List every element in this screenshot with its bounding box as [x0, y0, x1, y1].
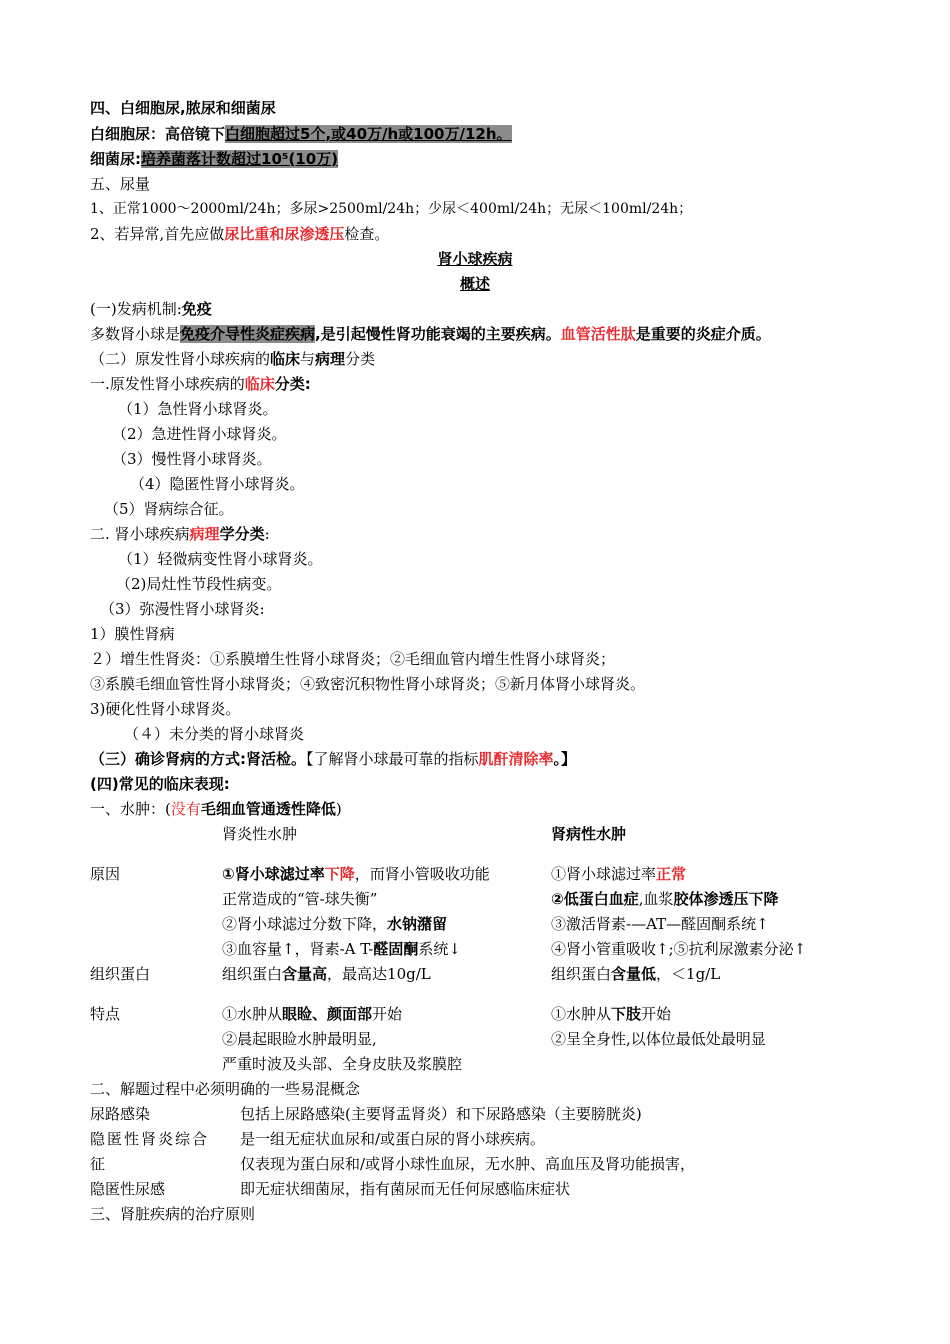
cause-left-1	[222, 864, 490, 884]
list-item: ２）增生性肾炎：①系膜增生性肾小球肾炎；②毛细血管内增生性肾小球肾炎；	[90, 650, 616, 668]
feature-right-2: ②呈全身性,以体位最低处最明显	[551, 1030, 766, 1048]
cause-right-4: ④肾小管重吸收↑;⑤抗利尿激素分泌↑	[551, 940, 807, 958]
protein-left-a: 组织蛋白	[222, 965, 283, 983]
edema-d: )	[335, 800, 342, 818]
cause-right-2a: ②低蛋白血症	[551, 890, 639, 908]
s2-path-d: :	[264, 525, 270, 543]
s1-body-e: 是重要的炎症介质。	[635, 325, 771, 343]
s1-body-d: 血管活性肽	[560, 325, 636, 343]
list-item: （４）未分类的肾小球肾炎	[124, 725, 305, 743]
uti-text: 包括上尿路感染(主要肾盂肾炎）和下尿路感染（主要膀胱炎)	[240, 1105, 642, 1123]
cause-left-3a: ②肾小球滤过分数下降，	[222, 915, 388, 933]
treatment-title: 三、肾脏疾病的治疗原则	[90, 1205, 256, 1223]
list-item: （1）急性肾小球肾炎。	[118, 400, 278, 418]
concepts-title: 二、解题过程中必须明确的一些易混概念	[90, 1080, 361, 1098]
s3-c: 肌酐清除率	[478, 750, 554, 768]
cause-right-2b: ,血浆	[638, 890, 674, 908]
s2-title-d: 病理	[315, 350, 346, 368]
feature-left-1a: ①水肿从	[222, 1005, 283, 1023]
s2-path-c: 学分类	[219, 525, 265, 543]
s3-line	[90, 749, 576, 769]
wbc-criteria: 白细胞超过5个,或40万/h或100万/12h。	[225, 125, 512, 143]
s4-title: (四)常见的临床表现:	[90, 775, 230, 793]
hidden-nephritis-label-b: 征	[90, 1155, 106, 1173]
feature-right-1b: 下肢	[611, 1005, 642, 1023]
cause-right-2	[551, 889, 779, 909]
cause-left-3	[222, 914, 447, 934]
s1-body-a: 多数肾小球是	[90, 325, 181, 343]
s1-title-b: 免疫	[181, 300, 212, 318]
row-label-feature: 特点	[90, 1005, 121, 1023]
abnormal-text-a: 2、若异常,首先应做	[90, 225, 225, 243]
protein-right	[551, 964, 720, 984]
cause-left-4	[222, 939, 461, 959]
list-item: （3）慢性肾小球肾炎。	[112, 450, 272, 468]
feature-left-3: 严重时波及头部、全身皮肤及浆膜腔	[222, 1055, 463, 1073]
s2-pathology-title	[90, 524, 270, 544]
s2-title	[90, 349, 375, 369]
feature-right-1a: ①水肿从	[551, 1005, 612, 1023]
edema-title	[90, 799, 342, 819]
page-heading: 肾小球疾病	[437, 250, 513, 268]
protein-left	[222, 964, 431, 984]
feature-left-1b: 眼睑、颜面部	[282, 1005, 373, 1023]
abnormal-test-highlight: 尿比重和尿渗透压	[224, 225, 345, 243]
protein-left-b: 含量高	[282, 965, 328, 983]
wbc-label: 白细胞尿：高倍镜下	[90, 125, 226, 143]
cause-left-1c: ，而肾小管吸收功能	[354, 865, 490, 883]
edema-a: 一、水肿：(	[90, 800, 171, 818]
bact-criteria: 培养菌落计数超过10⁵(10万)	[141, 150, 339, 168]
cause-left-2: 正常造成的“管-球失衡”	[222, 890, 378, 908]
s1-title-a: (一)发病机制:	[90, 300, 182, 318]
abnormal-text-c: 检查。	[344, 225, 390, 243]
hidden-uti-text: 即无症状细菌尿，指有菌尿而无任何尿感临床症状	[240, 1180, 571, 1198]
row-label-protein: 组织蛋白	[90, 965, 151, 983]
col-header-nephrotic: 肾病性水肿	[551, 825, 627, 843]
cause-left-1a: ①肾小球滤过率	[222, 865, 325, 883]
s2-clin-b: 临床	[244, 375, 275, 393]
cause-right-1a: ①肾小球滤过率	[551, 865, 657, 883]
protein-left-c: ，最高达10g/L	[327, 965, 431, 983]
edema-c: 毛细血管通透性降低	[200, 800, 336, 818]
s2-title-b: 临床	[270, 350, 301, 368]
s2-title-e: 分类	[345, 350, 376, 368]
hidden-uti-label: 隐匿性尿感	[90, 1180, 166, 1198]
cause-right-2c: 胶体渗透压下降	[673, 890, 779, 908]
list-item: 3)硬化性肾小球肾炎。	[90, 700, 241, 718]
s3-d: 。】	[553, 750, 577, 768]
feature-right-1c: 开始	[641, 1005, 672, 1023]
abnormal-test-line	[90, 224, 389, 244]
feature-left-2: ②晨起眼睑水肿最明显,	[222, 1030, 377, 1048]
cause-left-4c: 系统↓	[418, 940, 461, 958]
hidden-nephritis-text-a: 是一组无症状血尿和/或蛋白尿的肾小球疾病。	[240, 1130, 546, 1148]
hidden-nephritis-label-a: 隐匿性肾炎综合	[90, 1130, 210, 1148]
s3-a: （三）确诊肾病的方式:肾活检。	[90, 750, 307, 768]
bact-label: 细菌尿:	[90, 150, 141, 168]
sec4-title: 四、白细胞尿,脓尿和细菌尿	[90, 99, 276, 117]
protein-right-a: 组织蛋白	[551, 965, 612, 983]
feature-left-1c: 开始	[372, 1005, 403, 1023]
page-subheading: 概述	[459, 275, 490, 293]
cause-left-3b: 水钠潴留	[387, 915, 448, 933]
cause-right-1b: 正常	[656, 865, 687, 883]
cause-right-1	[551, 864, 686, 884]
bacteriuria-line	[90, 149, 338, 169]
list-item: （2）急进性肾小球肾炎。	[112, 425, 287, 443]
s2-title-c: 与	[300, 350, 316, 368]
row-label-cause: 原因	[90, 865, 121, 883]
protein-right-b: 含量低	[611, 965, 657, 983]
s2-clinical-title	[90, 374, 311, 394]
feature-right-1	[551, 1004, 671, 1024]
list-item: ③系膜毛细血管性肾小球肾炎；④致密沉积物性肾小球肾炎；⑤新月体肾小球肾炎。	[90, 675, 646, 693]
edema-b: 没有	[170, 800, 201, 818]
urine-volume-line: 1、正常1000～2000ml/24h；多尿>2500ml/24h；少尿＜400ml/24h；无尿＜100ml/24h；	[90, 201, 693, 217]
list-item: （5）肾病综合征。	[104, 500, 234, 518]
s1-body-c: ,是引起慢性肾功能衰竭的主要疾病。	[315, 325, 561, 343]
s2-path-b: 病理	[189, 525, 220, 543]
s1-body-b: 免疫介导性炎症疾病	[180, 325, 316, 343]
hidden-nephritis-text-b: 仅表现为蛋白尿和/或肾小球性血尿，无水肿、高血压及肾功能损害，	[240, 1155, 696, 1173]
uti-label: 尿路感染	[90, 1105, 151, 1123]
sec5-title: 五、尿量	[90, 175, 151, 193]
list-item: （2)局灶性节段性病变。	[116, 575, 282, 593]
cause-left-4b: 醛固酮	[373, 940, 419, 958]
s3-b: 【了解肾小球最可靠的指标	[306, 750, 479, 768]
col-header-nephritic: 肾炎性水肿	[222, 825, 298, 843]
list-item: 1）膜性肾病	[90, 625, 175, 643]
s1-title	[90, 299, 212, 319]
wbc-urine-line	[90, 124, 512, 144]
s2-clin-c: 分类:	[274, 375, 311, 393]
feature-left-1	[222, 1004, 402, 1024]
list-item: （4）隐匿性肾小球肾炎。	[130, 475, 305, 493]
s2-path-a: 二. 肾小球疾病	[90, 525, 190, 543]
s2-title-a: （二）原发性肾小球疾病的	[90, 350, 271, 368]
s1-body	[90, 324, 771, 344]
cause-left-4a: ③血容量↑，肾素-A T-	[222, 940, 374, 958]
s2-clin-a: 一.原发性肾小球疾病的	[90, 375, 245, 393]
cause-left-1b: 下降	[324, 865, 355, 883]
protein-right-c: ，＜1g/L	[656, 965, 721, 983]
cause-right-3: ③激活肾素-—AT—醛固酮系统↑	[551, 915, 769, 933]
list-item: （1）轻微病变性肾小球肾炎。	[118, 550, 323, 568]
list-item: （3）弥漫性肾小球肾炎:	[100, 600, 265, 618]
